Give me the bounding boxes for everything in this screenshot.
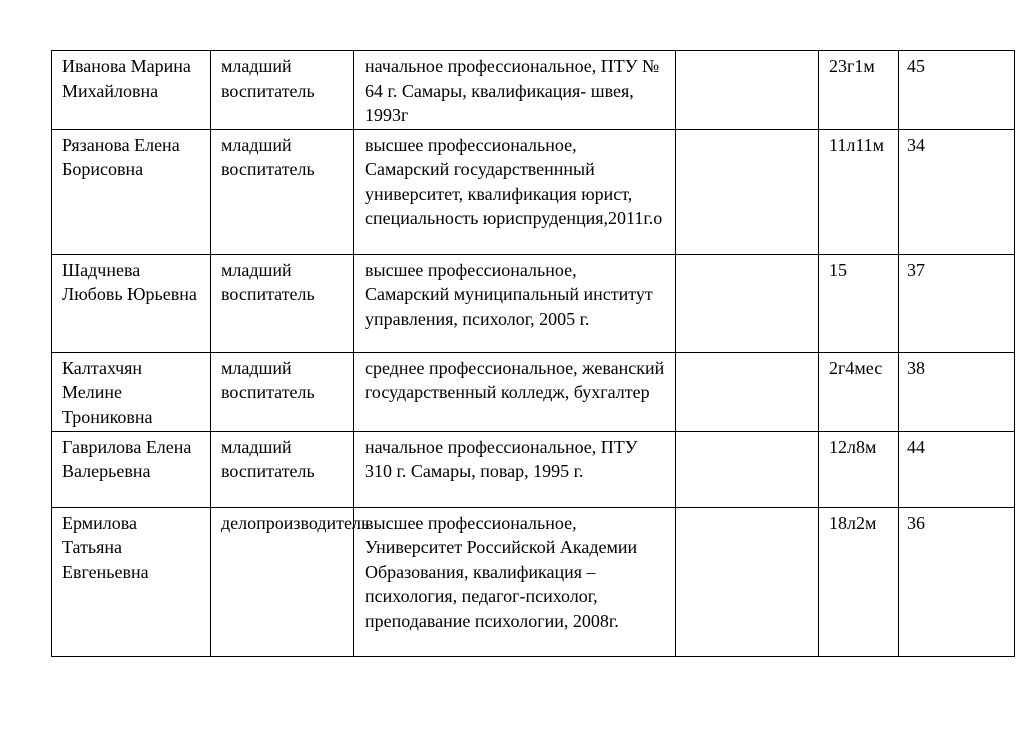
- experience-cell: 15: [819, 254, 899, 352]
- experience-cell: 11л11м: [819, 129, 899, 254]
- education-cell: высшее профессиональное, Самарский государственнный университет, квалификация юрист, специальность юриспруденция,2011г.о: [354, 129, 676, 254]
- extra-cell: [676, 51, 819, 130]
- age-cell: 34: [899, 129, 1015, 254]
- employee-name-cell: Гаврилова Елена Валерьевна: [52, 431, 211, 507]
- position-cell: младший воспитатель: [211, 51, 354, 130]
- education-cell: высшее профессиональное, Университет Российской Академии Образования, квалификация – психология, педагог-психолог, преподавание психологии, 2008г.: [354, 507, 676, 656]
- position-cell: младший воспитатель: [211, 254, 354, 352]
- age-cell: 36: [899, 507, 1015, 656]
- table-row: [52, 254, 1015, 352]
- experience-cell: 18л2м: [819, 507, 899, 656]
- table-row: [52, 51, 1015, 130]
- education-cell: высшее профессиональное, Самарский муниципальный институт управления, психолог, 2005 г.: [354, 254, 676, 352]
- table-row: [52, 507, 1015, 656]
- position-cell: делопроизводитель: [211, 507, 354, 656]
- education-cell: среднее профессиональное, жеванский государственный колледж, бухгалтер: [354, 352, 676, 431]
- extra-cell: [676, 129, 819, 254]
- employee-name-cell: Ермилова Татьяна Евгеньевна: [52, 507, 211, 656]
- education-cell: начальное профессиональное, ПТУ 310 г. Самары, повар, 1995 г.: [354, 431, 676, 507]
- extra-cell: [676, 254, 819, 352]
- experience-cell: 2г4мес: [819, 352, 899, 431]
- experience-cell: 23г1м: [819, 51, 899, 130]
- extra-cell: [676, 507, 819, 656]
- staff-table: [51, 50, 1015, 657]
- employee-name-cell: Иванова Марина Михайловна: [52, 51, 211, 130]
- experience-cell: 12л8м: [819, 431, 899, 507]
- age-cell: 38: [899, 352, 1015, 431]
- age-cell: 45: [899, 51, 1015, 130]
- position-cell: младший воспитатель: [211, 352, 354, 431]
- education-cell: начальное профессиональное, ПТУ № 64 г. Самары, квалификация- швея, 1993г: [354, 51, 676, 130]
- employee-name-cell: Калтахчян Мелине Трониковна: [52, 352, 211, 431]
- age-cell: 44: [899, 431, 1015, 507]
- table-row: [52, 431, 1015, 507]
- table-row: [52, 352, 1015, 431]
- employee-name-cell: Рязанова Елена Борисовна: [52, 129, 211, 254]
- employee-name-cell: Шадчнева Любовь Юрьевна: [52, 254, 211, 352]
- extra-cell: [676, 431, 819, 507]
- table-row: [52, 129, 1015, 254]
- extra-cell: [676, 352, 819, 431]
- position-cell: младший воспитатель: [211, 129, 354, 254]
- position-cell: младший воспитатель: [211, 431, 354, 507]
- age-cell: 37: [899, 254, 1015, 352]
